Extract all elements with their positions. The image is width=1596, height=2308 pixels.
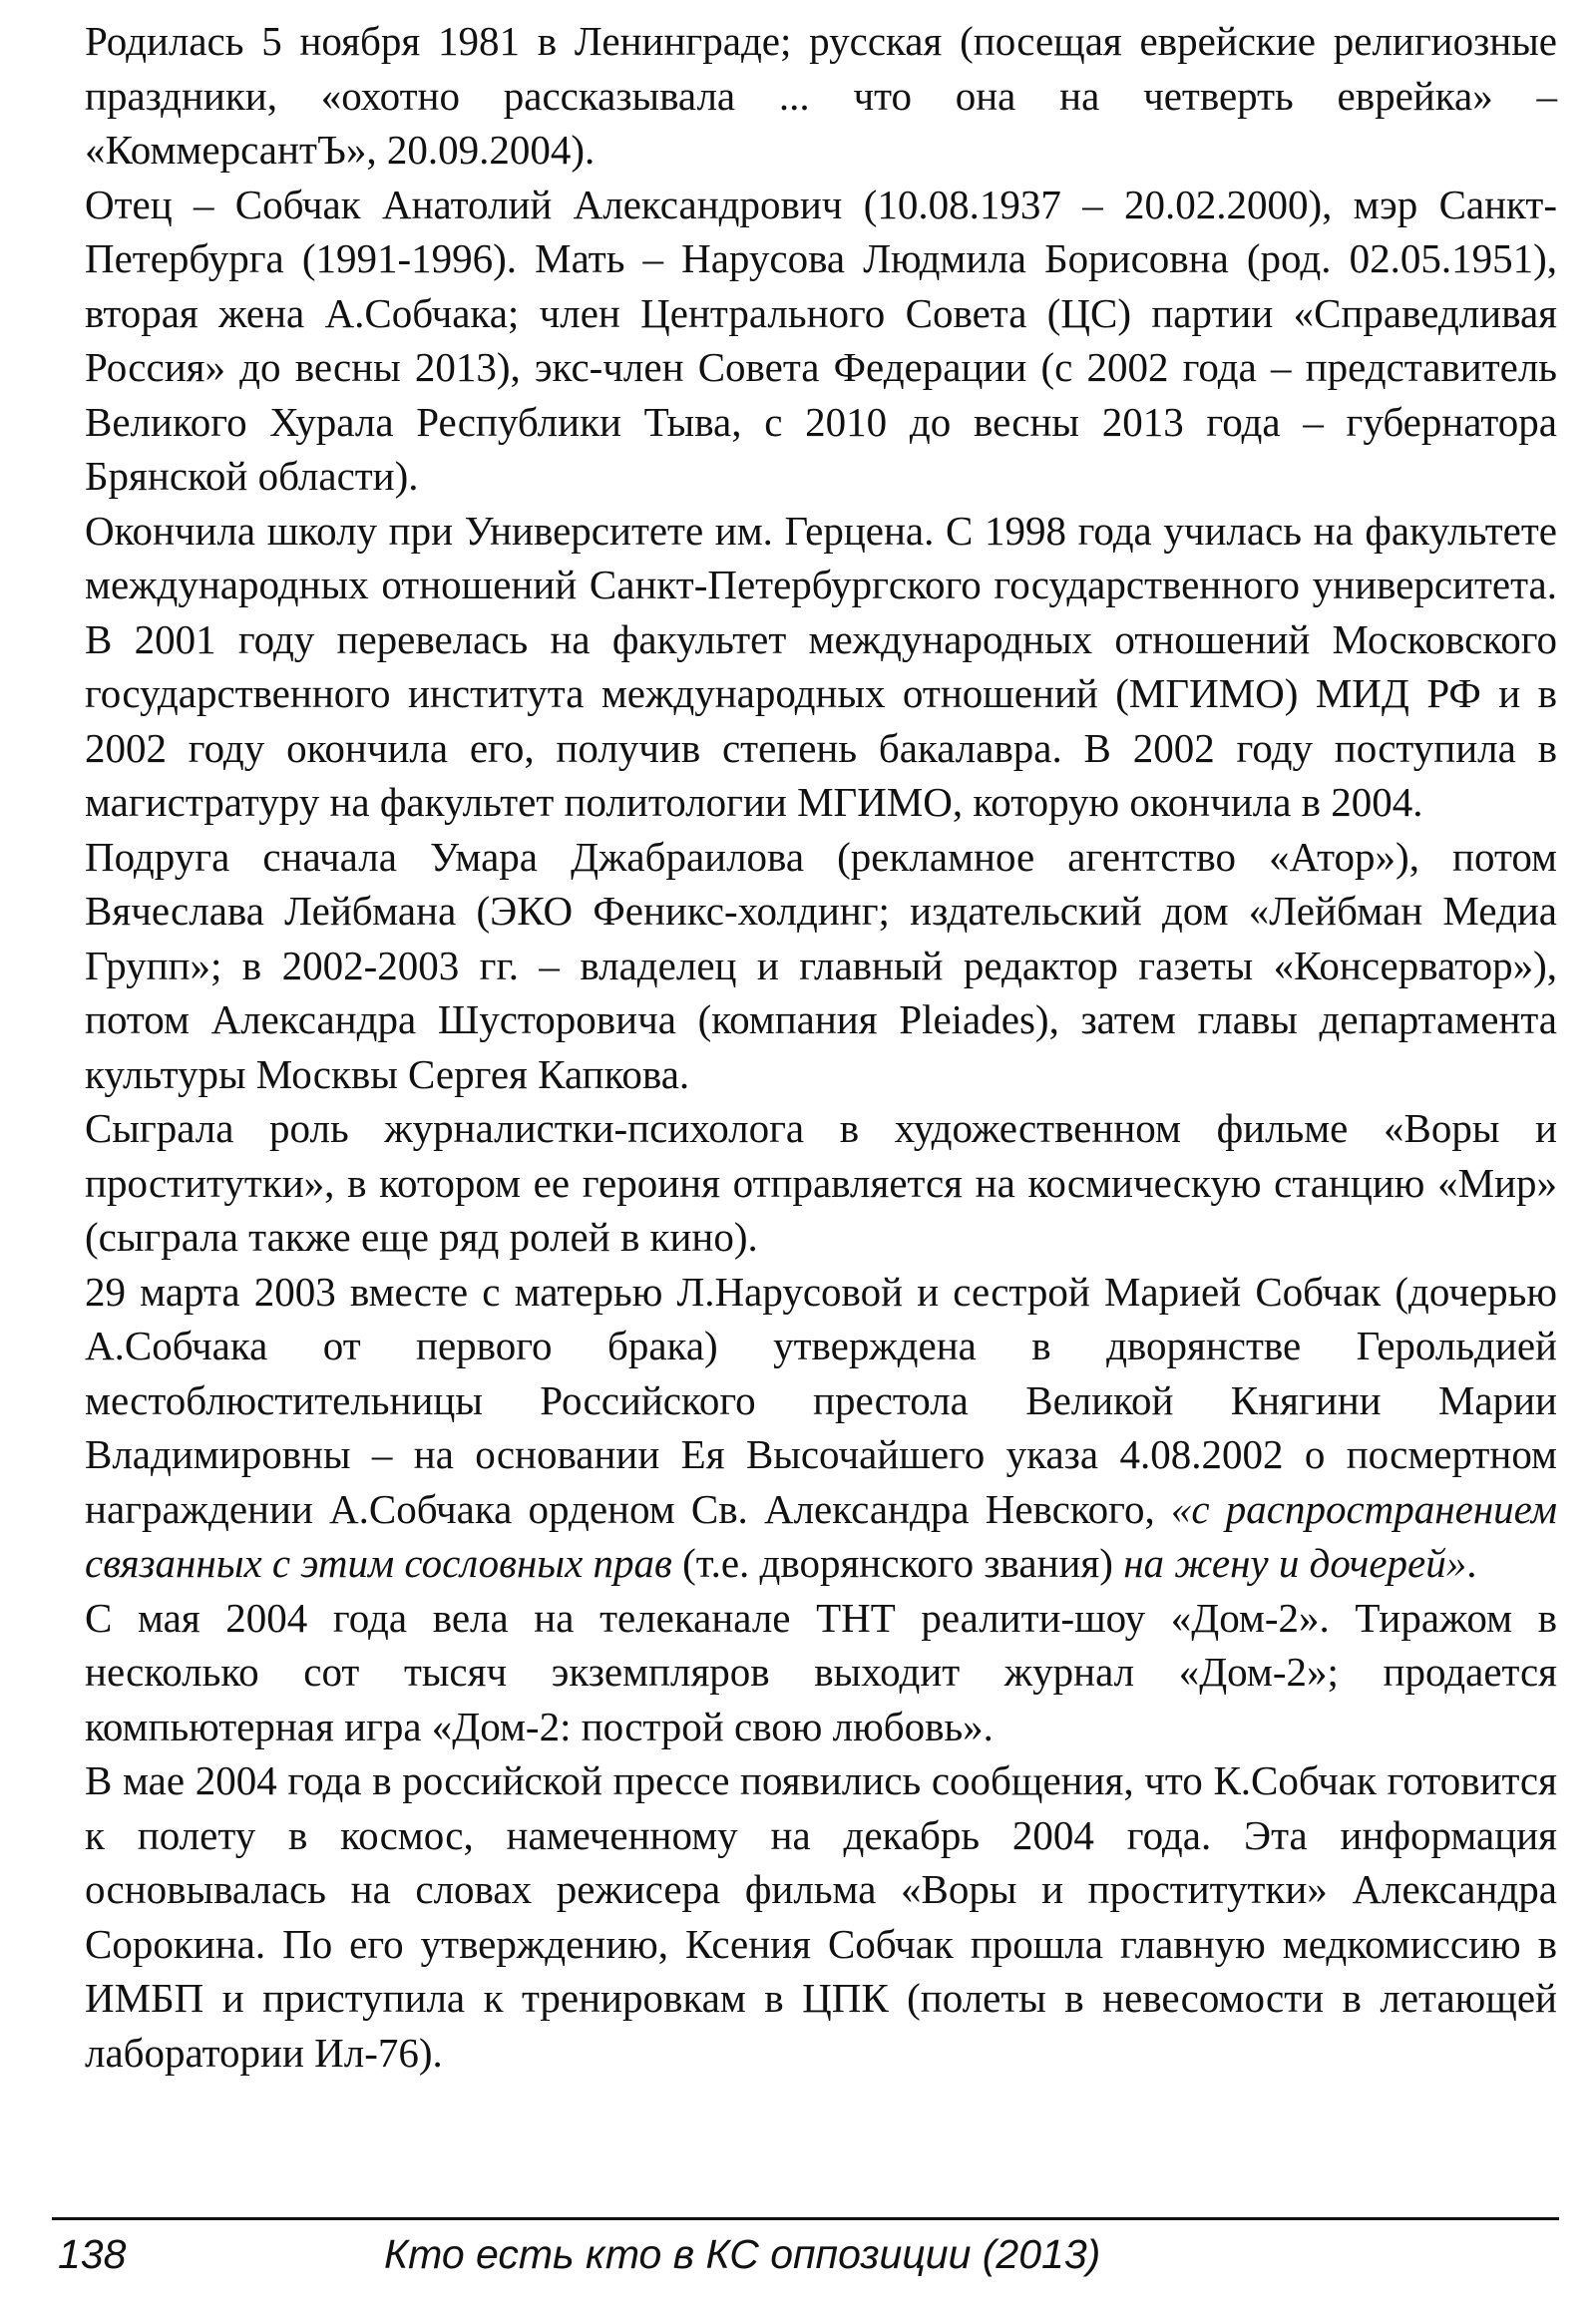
paragraph-text: Подруга сначала Умара Джабраилова (рекламное агентство «Атор»), потом Вячеслава Лейбмана (ЭКО Феникс-холдинг; издательский дом «Лейбман Медиа Групп»; в 2002-2003 гг. – владелец и главный редактор газеты «Консерватор»), потом Александра Шусторовича (компания Pleiades), затем главы департамента культуры Москвы Сергея Капкова. (85, 833, 1557, 1097)
page-footer (58, 2222, 1554, 2286)
paragraph-text: В мае 2004 года в российской прессе появились сообщения, что К.Собчак готовится к полету в космос, намеченному на декабрь 2004 года. Эта информация основывалась на словах режисера фильма «Воры и проститутки» Александра Сорокина. По его утверждению, Ксения Собчак прошла главную медкомиссию в ИМБП и приступила к тренировкам в ЦПК (полеты в невесомости в летающей лаборатории Ил-76). (85, 1757, 1557, 2076)
paragraph-text: Сыграла роль журналистки-психолога в художественном фильме «Воры и проститутки», в котором ее героиня отправляется на космическую станцию «Мир» (сыграла также еще ряд ролей в кино). (85, 1105, 1557, 1260)
paragraph-parents (85, 178, 1557, 504)
running-title: Кто есть кто в КС оппозиции (2013) (384, 2231, 1101, 2277)
footer-divider (52, 2217, 1559, 2220)
page-number: 138 (58, 2231, 127, 2277)
paragraph-education (85, 504, 1557, 830)
paragraph-text: Окончила школу при Университете им. Герцена. С 1998 года училась на факультете международных отношений Санкт-Петербургского государственного университета. В 2001 году перевелась на факультет международных отношений Московского государственного института международных отношений (МГИМО) МИД РФ и в 2002 году окончила его, получив степень бакалавра. В 2002 году поступила в магистратуру на факультет политологии МГИМО, которую окончила в 2004. (85, 507, 1557, 825)
paragraph-partners (85, 830, 1557, 1102)
paragraph-birth (85, 14, 1557, 178)
paragraph-text: 29 марта 2003 вместе с матерью Л.Нарусовой и сестрой Марией Собчак (дочерью А.Собчака от первого брака) утверждена в дворянстве Герольдией местоблюстительницы Российского престола Великой Княгини Марии Владимировны – на основании Ея Высочайшего указа 4.08.2002 о посмертном награждении А.Собчака орденом Св. Александра Невского, (85, 1268, 1557, 1532)
paragraph-film (85, 1101, 1557, 1265)
paragraph-nobility (85, 1265, 1557, 1591)
paragraph-text: (т.е. дворянского звания) (671, 1540, 1124, 1586)
document-body (85, 14, 1557, 2080)
paragraph-space (85, 1753, 1557, 2080)
paragraph-text: Отец – Собчак Анатолий Александрович (10.08.1937 – 20.02.2000), мэр Санкт-Петербурга (1991-1996). Мать – Нарусова Людмила Борисовна (род. 02.05.1951), вторая жена А.Собчака; член Центрального Совета (ЦС) партии «Справедливая Россия» до весны 2013), экс-член Совета Федерации (с 2002 года – представитель Великого Хурала Республики Тыва, с 2010 до весны 2013 года – губернатора Брянской области). (85, 181, 1557, 499)
italic-quote: «с распространением связанных с этим сословных прав (85, 1485, 1558, 1586)
paragraph-text: . (1466, 1540, 1477, 1586)
paragraph-dom2 (85, 1591, 1557, 1754)
italic-quote: на жену и дочерей» (1123, 1540, 1467, 1586)
paragraph-text: С мая 2004 года вела на телеканале ТНТ реалити-шоу «Дом-2». Тиражом в несколько сот тысяч экземпляров выходит журнал «Дом-2»; продается компьютерная игра «Дом-2: построй свою любовь». (85, 1594, 1557, 1749)
paragraph-text: Родилась 5 ноября 1981 в Ленинграде; русская (посещая еврейские религиозные праздники, «охотно рассказывала ... что она на четверть еврейка» – «КоммерсантЪ», 20.09.2004). (85, 18, 1557, 173)
